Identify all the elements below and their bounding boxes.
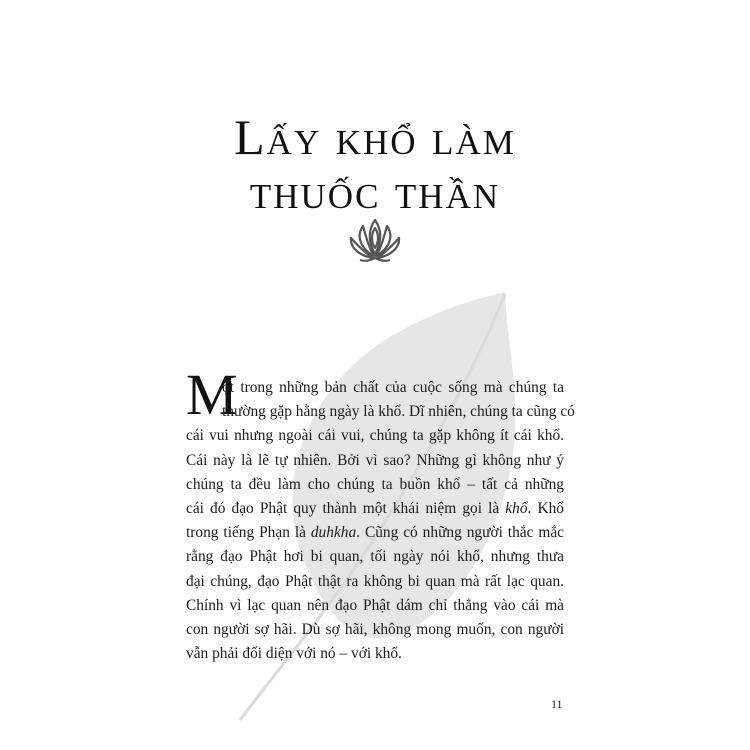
body-line-3: cái vui nhưng ngoài cái vui, chúng ta gặp không ít cái khổ. [186, 427, 564, 445]
body-line-10: Chính vì lạc quan nên đạo Phật dám chỉ thẳng vào cái mà [186, 596, 564, 614]
body-line-6 [186, 497, 564, 521]
body-line-7 [186, 521, 564, 545]
body-line-8: rằng đạo Phật hơi bi quan, tối ngày nói khổ, nhưng thưa [186, 548, 564, 566]
body-paragraph [186, 376, 575, 666]
body-line-1: ột trong những bản chất của cuộc sống mà chúng ta [222, 379, 564, 396]
body-line-6-italic: khổ [505, 500, 528, 518]
body-line-7-a: trong tiếng Phạn là [186, 524, 311, 542]
chapter-title-line-1: Lấy khổ làm [234, 109, 516, 165]
body-line-6-a: cái đó đạo Phật quy thành một khái niệm gọi là [186, 500, 506, 518]
body-line-4: Cái này là lẽ tự nhiên. Bởi vì sao? Những gì không như ý [186, 451, 564, 469]
body-line-12: vẫn phải đối diện với nó – với khổ. [186, 645, 402, 663]
chapter-title-line-2: thuốc thần [249, 163, 501, 219]
body-line-9: đại chúng, đạo Phật thật ra không bi quan mà rất lạc quan. [186, 572, 564, 590]
chapter-title [0, 110, 750, 218]
body-line-7-italic: duhkha [310, 524, 357, 542]
body-line-2: thường gặp hằng ngày là khổ. Dĩ nhiên, chúng ta cũng có [222, 403, 575, 421]
body-line-6-c: . Khổ [527, 500, 564, 518]
body-line-5: chúng ta đều làm cho chúng ta buồn khổ – tất cả những [186, 475, 564, 493]
body-line-7-c: . Cũng có những người thắc mắc [356, 524, 564, 542]
page-number: 11 [551, 697, 563, 711]
drop-cap: M [186, 362, 238, 427]
lotus-icon [346, 216, 404, 266]
body-line-11: con người sợ hãi. Dù sợ hãi, không mong muốn, con người [186, 621, 564, 639]
